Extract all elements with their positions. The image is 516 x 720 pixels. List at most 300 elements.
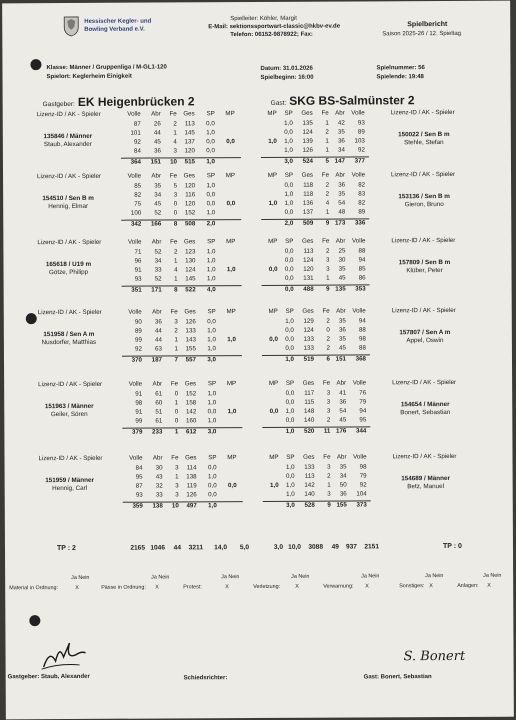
col-header: Ges: [301, 171, 314, 179]
col-header: Abr: [336, 379, 347, 387]
total-cell: 135: [335, 285, 346, 293]
total-cell: 187: [151, 356, 163, 364]
score-cell: 4: [174, 266, 178, 274]
total-cell: 9: [327, 501, 331, 509]
col-header: MP: [226, 238, 236, 246]
home-player-name: Götze, Philipp: [48, 268, 89, 277]
home-player: [23, 133, 113, 149]
total-cell: 1,0: [285, 355, 295, 363]
score-cell: 0: [326, 326, 330, 334]
total-cell: 138: [152, 502, 163, 510]
score-cell: 103: [354, 137, 365, 145]
score-cell: 2: [174, 327, 178, 335]
player-block: [3, 237, 511, 308]
score-cell: 1,0: [206, 129, 215, 137]
score-cell: 36: [338, 326, 346, 334]
score-cell: 1,0: [284, 199, 294, 207]
col-header: Abr: [335, 171, 346, 179]
gast-sign: Gast: Bonert, Sebastian: [363, 674, 432, 681]
email: E-Mail: sektionssportwart-classic@hkbv-ev.de: [208, 23, 341, 31]
total-cell: 1: [174, 428, 179, 436]
score-cell: 131: [303, 274, 314, 282]
col-header: Abr: [152, 380, 163, 388]
score-cell: 0,0: [285, 326, 294, 334]
total-cell: 176: [336, 427, 347, 435]
score-cell: 0,0: [206, 120, 215, 128]
score-cell: 94: [359, 407, 367, 415]
score-cell: 2: [173, 248, 178, 256]
score-cell: 1,0: [207, 473, 217, 481]
col-header: SP: [285, 237, 294, 245]
score-cell: 3: [175, 482, 179, 490]
total-cell: 5: [325, 157, 329, 165]
total-cell: 8: [174, 286, 178, 294]
datum: Datum: 31.01.2026: [260, 65, 313, 72]
lizenz-label-home: Lizenz-ID / AK - Spieler: [37, 172, 102, 181]
score-cell: 0: [174, 390, 179, 398]
score-cell: 82: [358, 181, 366, 189]
total-cell: 3,0: [207, 356, 217, 364]
score-cell: 3: [327, 490, 331, 498]
score-cell: 0,0: [284, 208, 294, 216]
score-cell: 35: [338, 317, 346, 325]
score-cell: 0: [174, 408, 179, 416]
total-cell: 377: [354, 157, 365, 165]
score-cell: 1,0: [284, 119, 293, 127]
gastgeber-sign: Gastgeber: Staub, Alexander: [7, 673, 90, 681]
grand-total-away: 2151: [364, 543, 379, 551]
total-cell: 3,0: [284, 157, 293, 165]
total-cell: 364: [130, 158, 141, 166]
total-cell: 353: [355, 285, 366, 293]
score-cell: 52: [154, 248, 162, 256]
score-cell: 82: [134, 191, 142, 199]
mp-home: 0,0: [226, 138, 235, 146]
score-cell: 1: [173, 129, 177, 137]
score-cell: 88: [358, 247, 366, 255]
col-header: SP: [207, 380, 217, 388]
total-cell: 3,0: [207, 428, 217, 436]
col-header: Abr: [152, 308, 162, 316]
col-header: Fe: [170, 380, 179, 388]
col-header: Volle: [353, 453, 367, 461]
score-cell: 89: [357, 128, 365, 136]
total-cell: 612: [186, 428, 197, 436]
score-cell: 113: [304, 472, 315, 480]
telefon: Telefon: 06152-9878922; Fax:: [230, 31, 313, 39]
total-cell: 336: [354, 219, 366, 227]
score-cell: 86: [358, 274, 366, 282]
score-cell: 44: [154, 327, 162, 335]
col-header: Ges: [183, 110, 195, 118]
score-cell: 0,0: [284, 128, 293, 136]
score-cell: 3: [173, 191, 178, 199]
score-cell: 0,0: [206, 191, 216, 199]
score-cell: 1,0: [286, 490, 295, 498]
ja-nein-header: Ja Nein: [151, 574, 170, 581]
ja-nein-header: Ja Nein: [425, 573, 444, 580]
total-cell: 171: [151, 286, 162, 294]
col-header: Volle: [351, 109, 365, 117]
away-player-name: Appel, Oswin: [406, 337, 444, 345]
score-cell: 1,0: [285, 463, 295, 471]
away-player: [379, 193, 469, 209]
score-cell: 1,0: [206, 182, 216, 190]
punch-hole: [30, 59, 41, 70]
score-cell: 1: [174, 275, 178, 283]
col-header: Abr: [335, 237, 346, 245]
mp-away: 0,0: [268, 265, 278, 273]
mp-away: 0,0: [269, 407, 279, 415]
home-player-id: 151958 / Sen A m: [43, 330, 95, 339]
score-cell: 142: [304, 481, 315, 489]
score-cell: 42: [337, 119, 345, 127]
score-cell: 1,0: [285, 407, 295, 415]
checklist-label: Pässe in Ordnung:: [101, 584, 146, 591]
score-cell: 135: [302, 119, 313, 127]
checklist-mark: X: [487, 582, 491, 589]
score-cell: 120: [303, 265, 314, 273]
col-header: Fe: [169, 172, 178, 180]
col-header: Ges: [184, 238, 196, 246]
score-cell: 33: [155, 491, 163, 499]
ja-nein-header: Ja Nein: [71, 574, 90, 581]
col-header: Volle: [129, 454, 143, 462]
col-header: MP: [226, 380, 237, 388]
score-cell: 0,0: [285, 335, 294, 343]
score-cell: 35: [337, 128, 345, 136]
mp-home: 1,0: [227, 408, 237, 416]
grand-total-away: 937: [345, 543, 357, 551]
score-cell: 91: [135, 390, 143, 398]
col-header: Volle: [128, 308, 142, 316]
score-cell: 101: [130, 129, 141, 137]
score-cell: 1,0: [284, 190, 294, 198]
score-cell: 5: [173, 182, 178, 190]
mp-away: 1,0: [268, 137, 277, 145]
col-header: Ges: [183, 172, 196, 180]
score-cell: 36: [339, 490, 347, 498]
col-header: SP: [284, 171, 294, 179]
score-cell: 1,0: [206, 248, 216, 256]
grand-total-home: 5,0: [239, 544, 250, 552]
score-cell: 140: [304, 490, 315, 498]
col-header: MP: [268, 379, 279, 387]
score-cell: 0,0: [208, 491, 217, 499]
spielende: Spielende: 19:48: [376, 74, 424, 81]
score-cell: 0,0: [284, 274, 294, 282]
mp-home: 1,0: [226, 266, 236, 274]
score-cell: 1: [325, 119, 329, 127]
score-cell: 3: [175, 491, 179, 499]
home-player-name: Nusdorfer, Matthias: [41, 338, 97, 347]
org-name: Hessischer Kegler- und: [84, 18, 152, 25]
score-cell: 120: [184, 200, 196, 208]
score-cell: 36: [337, 137, 345, 145]
col-header: Fe: [171, 454, 179, 462]
score-cell: 35: [339, 463, 347, 471]
away-player-name: Betz, Manuel: [407, 483, 445, 491]
lizenz-label-home: Lizenz-ID / AK - Spieler: [37, 308, 102, 317]
score-cell: 87: [135, 482, 143, 490]
score-cell: 43: [155, 473, 163, 481]
total-cell: 368: [355, 355, 367, 363]
score-cell: 1,0: [285, 317, 294, 325]
score-cell: 130: [185, 257, 196, 265]
grand-total-away: 3,0: [273, 543, 283, 551]
player-block: [4, 379, 512, 450]
spielnummer: Spielnummer: 56: [376, 65, 425, 72]
col-header: Volle: [127, 172, 142, 180]
score-cell: 94: [358, 317, 366, 325]
home-team: Gastgeber: EK Heigenbrücken 2: [42, 94, 195, 109]
score-cell: 1,0: [206, 275, 216, 283]
score-sheet: [2, 1, 514, 720]
lizenz-label-away: Lizenz-ID / AK - Spieler: [392, 452, 457, 461]
total-cell: 11: [323, 427, 331, 435]
score-cell: 4: [173, 138, 177, 146]
score-cell: 133: [304, 463, 315, 471]
col-header: Fe: [170, 308, 178, 316]
total-cell: 4,0: [207, 286, 216, 294]
score-cell: 91: [135, 408, 143, 416]
score-cell: 34: [154, 191, 162, 199]
total-cell: 2,0: [284, 219, 294, 227]
score-cell: 114: [186, 464, 197, 472]
score-cell: 71: [134, 248, 142, 256]
ja-nein-header: Ja Nein: [221, 574, 240, 581]
score-cell: 92: [135, 345, 142, 353]
score-cell: 92: [133, 138, 141, 146]
spielleiter: Spielleiter: Köhler, Margit: [230, 15, 297, 23]
col-header: Fe: [322, 379, 331, 387]
total-cell: 528: [304, 501, 315, 509]
checklist-mark: X: [429, 583, 433, 590]
score-cell: 116: [185, 191, 196, 199]
total-cell: 1,0: [285, 427, 295, 435]
score-cell: 2: [326, 416, 331, 424]
col-header: Ges: [302, 379, 315, 387]
score-cell: 142: [185, 408, 197, 416]
lizenz-label-away: Lizenz-ID / AK - Spieler: [391, 236, 456, 245]
col-header: Abr: [151, 110, 161, 118]
score-cell: 139: [302, 137, 313, 145]
total-cell: 519: [303, 355, 315, 363]
total-cell: 151: [150, 158, 161, 166]
col-header: Abr: [336, 453, 347, 461]
score-cell: 0,0: [285, 416, 295, 424]
score-cell: 0: [174, 417, 179, 425]
score-cell: 83: [358, 190, 366, 198]
col-header: Volle: [127, 110, 141, 118]
col-header: Abr: [335, 109, 345, 117]
score-cell: 35: [338, 335, 346, 343]
score-cell: 0,0: [207, 318, 216, 326]
col-header: SP: [207, 308, 216, 316]
player-block: [4, 453, 512, 524]
mp-away: 0,0: [269, 335, 278, 343]
home-player: [25, 477, 115, 493]
score-cell: 1: [326, 274, 330, 282]
score-cell: 91: [134, 266, 142, 274]
home-player: [23, 261, 113, 277]
away-player-name: Gieron, Bruno: [404, 201, 444, 209]
score-cell: 2: [327, 472, 331, 480]
total-cell: 9: [326, 285, 330, 293]
score-cell: 2: [325, 181, 330, 189]
col-header: Volle: [128, 380, 143, 388]
score-cell: 98: [359, 463, 367, 471]
lizenz-label-away: Lizenz-ID / AK - Spieler: [390, 108, 455, 117]
score-cell: 41: [339, 389, 347, 397]
total-cell: 515: [184, 158, 195, 166]
total-cell: 10: [171, 502, 179, 510]
score-cell: 44: [153, 129, 161, 137]
away-player-id: 157807 / Sen A m: [399, 328, 451, 337]
total-cell: 344: [356, 427, 367, 435]
signature-away: S. Bonert: [403, 648, 466, 665]
score-cell: 63: [155, 345, 162, 353]
org-name-line2: Bowling Verband e.V.: [84, 26, 145, 33]
score-cell: 0,0: [285, 472, 295, 480]
col-header: Fe: [169, 110, 177, 118]
total-cell: 151: [335, 355, 347, 363]
away-player-name: Klüber, Peter: [406, 267, 443, 275]
score-cell: 1,0: [286, 481, 295, 489]
score-cell: 82: [358, 199, 366, 207]
score-cell: 133: [303, 344, 314, 352]
score-cell: 1,0: [207, 417, 217, 425]
score-cell: 100: [130, 209, 142, 217]
score-cell: 118: [303, 190, 314, 198]
grand-total-away: 10,0: [288, 543, 301, 551]
score-cell: 160: [185, 417, 197, 425]
home-player-id: 151963 / Männer: [44, 402, 94, 411]
score-cell: 76: [359, 389, 367, 397]
association-logo-icon: [62, 15, 80, 37]
score-cell: 0,0: [206, 138, 215, 146]
home-player: [24, 331, 114, 347]
total-cell: 488: [303, 285, 314, 293]
home-player-id: 135846 / Männer: [43, 132, 93, 141]
score-cell: 98: [358, 335, 366, 343]
score-cell: 33: [154, 266, 162, 274]
score-cell: 30: [155, 464, 163, 472]
score-cell: 45: [153, 138, 161, 146]
score-cell: 3: [326, 265, 330, 273]
away-player: [379, 131, 469, 147]
away-player-id: 154689 / Männer: [401, 474, 450, 483]
score-cell: 2: [326, 344, 330, 352]
score-cell: 35: [154, 182, 162, 190]
checklist-label: Verletzung:: [253, 583, 281, 591]
col-header: Volle: [352, 307, 366, 315]
score-cell: 1,0: [207, 345, 216, 353]
score-cell: 93: [135, 491, 143, 499]
score-cell: 92: [357, 146, 365, 154]
lizenz-label-away: Lizenz-ID / AK - Spieler: [391, 170, 456, 179]
score-cell: 3: [326, 407, 331, 415]
tp-away: TP : 0: [442, 542, 462, 551]
col-header: SP: [207, 238, 216, 246]
score-cell: 99: [134, 336, 142, 344]
score-cell: 1,0: [206, 209, 216, 217]
home-player-name: Staub, Alexander: [43, 140, 92, 149]
score-cell: 137: [184, 138, 195, 146]
total-cell: 359: [132, 502, 143, 510]
score-cell: 152: [184, 209, 196, 217]
score-cell: 45: [339, 416, 347, 424]
score-cell: 117: [304, 389, 315, 397]
score-cell: 0,0: [284, 181, 294, 189]
away-player: [380, 401, 470, 417]
lizenz-label-home: Lizenz-ID / AK - Spieler: [38, 380, 103, 389]
score-cell: 95: [359, 416, 367, 424]
score-cell: 79: [359, 472, 367, 480]
away-team: Gast: SKG BS-Salmünster 2: [270, 93, 415, 108]
score-cell: 2: [325, 190, 330, 198]
col-header: SP: [206, 172, 216, 180]
score-cell: 32: [155, 482, 163, 490]
col-header: Volle: [352, 379, 367, 387]
score-cell: 3: [327, 463, 331, 471]
away-player: [380, 329, 470, 345]
score-cell: 48: [338, 208, 346, 216]
ja-nein-header: Ja Nein: [483, 572, 502, 579]
mp-home: 1,0: [227, 336, 236, 344]
score-cell: 1: [325, 208, 330, 216]
col-header: MP: [268, 237, 278, 245]
col-header: Fe: [322, 307, 330, 315]
score-cell: 26: [153, 120, 161, 128]
score-cell: 2: [325, 128, 329, 136]
home-player-name: Geiler, Sören: [50, 410, 88, 419]
score-cell: 84: [133, 147, 141, 155]
score-cell: 137: [302, 208, 314, 216]
col-header: MP: [267, 109, 277, 117]
spielbeginn: Spielbeginn: 16:00: [260, 74, 314, 81]
col-header: MP: [225, 172, 236, 180]
score-cell: 1: [174, 336, 178, 344]
score-cell: 2: [325, 247, 330, 255]
total-cell: 520: [304, 427, 315, 435]
score-cell: 0: [173, 209, 178, 217]
col-header: Abr: [151, 172, 162, 180]
score-cell: 45: [338, 274, 346, 282]
score-cell: 2: [173, 120, 177, 128]
checklist-mark: X: [295, 583, 299, 590]
mp-away: 1,0: [268, 199, 278, 207]
score-cell: 44: [154, 336, 162, 344]
col-header: Ges: [185, 454, 197, 462]
score-cell: 0,0: [208, 482, 217, 490]
score-cell: 51: [155, 408, 163, 416]
total-cell: 0,0: [285, 285, 294, 293]
score-cell: 4: [325, 199, 330, 207]
score-cell: 138: [186, 473, 197, 481]
score-cell: 94: [358, 256, 366, 264]
score-cell: 0,0: [284, 247, 294, 255]
score-cell: 1,0: [284, 137, 293, 145]
score-cell: 36: [339, 398, 347, 406]
score-cell: 1,0: [207, 336, 216, 344]
score-cell: 3: [173, 147, 177, 155]
score-cell: 0,0: [206, 147, 215, 155]
score-cell: 126: [302, 146, 313, 154]
col-header: Fe: [170, 238, 178, 246]
col-header: Ges: [184, 308, 196, 316]
score-cell: 0,0: [284, 256, 294, 264]
